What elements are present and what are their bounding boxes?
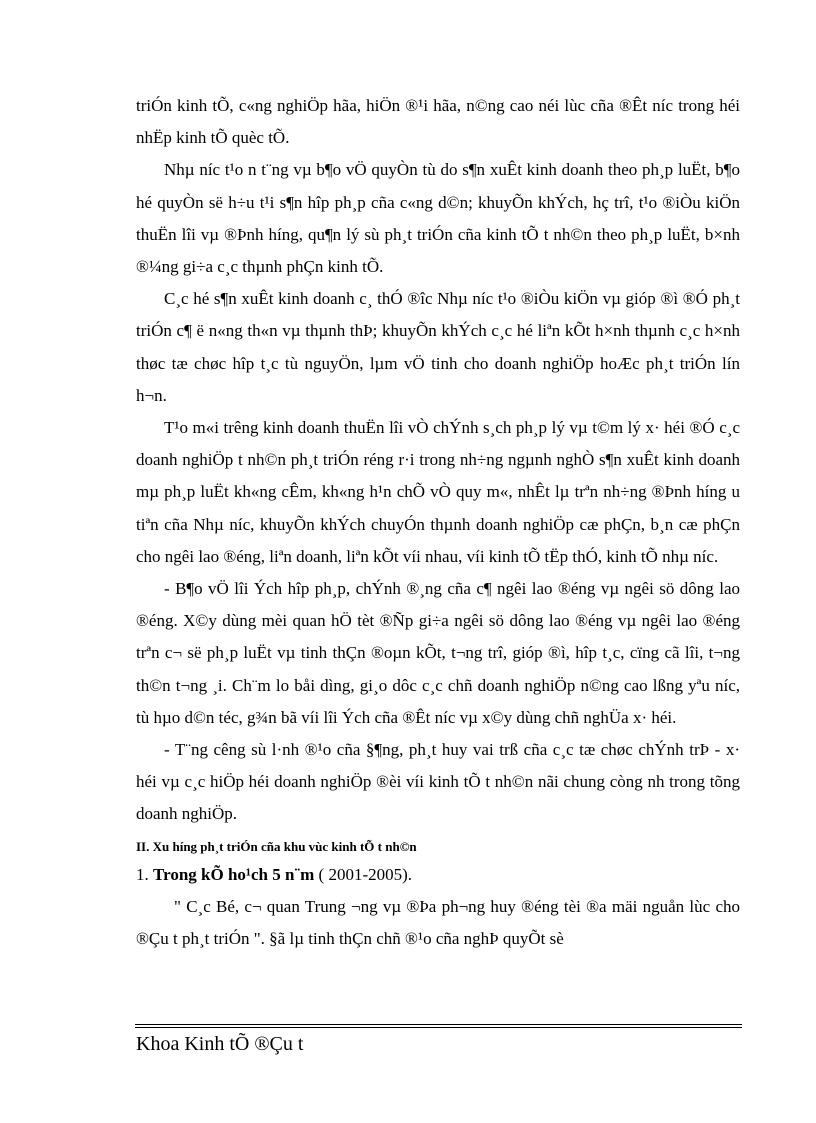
subheading-rest-text: ( 2001-2005). [314,864,413,884]
subheading [136,859,740,891]
page-body [136,90,745,955]
paragraph-continuation: triÓn kinh tÕ, c«ng nghiÖp hãa, hiÖn ®¹i hãa, n©ng cao néi lùc cña ®Êt níc trong héi nhËp kinh tÕ quèc tÕ. [136,96,745,148]
paragraph-business-environment: T¹o m«i trêng kinh doanh thuËn lîi vÒ chÝnh s¸ch ph¸p lý vµ t©m lý x· héi ®Ó c¸c doanh nghiÖp t nh©n ph¸t triÓn réng r·i trong nh÷ng ngµnh nghÒ s¶n xuÊt kinh doanh mµ ph¸p luËt kh«ng cÊm, kh«ng h¹n chÕ vÒ quy m«, nhÊt lµ trªn nh÷ng ®Þnh híng u tiªn cña Nhµ níc, khuyÕn khÝch chuyÓn thµnh doanh nghiÖp cæ phÇn, b¸n cæ phÇn cho ngêi lao ®éng, liªn doanh, liªn kÕt víi nhau, víi kinh tÕ tËp thÓ, kinh tÕ nhµ níc. [136,418,745,566]
subheading-bold-text: Trong kÕ ho¹ch 5 n¨m [153,864,315,884]
paragraph-household-business: C¸c hé s¶n xuÊt kinh doanh c¸ thÓ ®îc Nhµ níc t¹o ®iÒu kiÖn vµ gióp ®ì ®Ó ph¸t triÓn c¶ ë n«ng th«n vµ thµnh thÞ; khuyÕn khÝch c¸c hé liªn kÕt h×nh thµnh c¸c h×nh thøc tæ chøc hîp t¸c tù nguyÖn, lµm vÖ tinh cho doanh nghiÖp hoÆc ph¸t triÓn lín h¬n. [136,289,745,405]
paragraph-labor-rights: - B¶o vÖ lîi Ých hîp ph¸p, chÝnh ®¸ng cña c¶ ngêi lao ®éng vµ ngêi sö dông lao ®éng. X©y dùng mèi quan hÖ tèt ®Ñp gi÷a ngêi sö dông lao ®éng vµ ngêi lao ®éng trªn c¬ së ph¸p luËt vµ tinh thÇn ®oµn kÕt, t¬ng trî, gióp ®ì, hîp t¸c, cïng cã lîi, t¬ng th©n t¬ng ¸i. Ch¨m lo båi dìng, gi¸o dôc c¸c chñ doanh nghiÖp n©ng cao lßng yªu níc, tù hµo d©n téc, g¾n bã víi lîi Ých cña ®Êt níc vµ x©y dùng chñ nghÜa x· héi. [136,579,745,727]
section-heading: II. Xu híng ph¸t triÓn cña khu vùc kinh tÕ t nh©n [136,838,417,854]
footer-faculty-name: Khoa Kinh tÕ ®Çu t [136,1033,304,1055]
footer-rule-top [135,1024,742,1025]
subheading-number: 1. [136,864,149,884]
footer-rule-bottom [135,1027,742,1028]
paragraph-quote: " C¸c Bé, c¬ quan Trung ¬ng vµ ®Þa ph¬ng huy ®éng tèi ®a mäi nguån lùc cho ®Çu t ph¸t triÓn ". §ã lµ tinh thÇn chñ ®¹o cña nghÞ quyÕt sè [136,896,745,948]
paragraph-state-support: Nhµ níc t¹o n t¨ng vµ b¶o vÖ quyÒn tù do s¶n xuÊt kinh doanh theo ph¸p luËt, b¶o hé quyÒn së h÷u t¹i s¶n hîp ph¸p cña c«ng d©n; khuyÕn khÝch, hç trî, t¹o ®iÒu kiÖn thuËn lîi vµ ®Þnh híng, qu¶n lý sù ph¸t triÓn cña kinh tÕ t nh©n theo ph¸p luËt, b×nh ®¼ng gi÷a c¸c thµnh phÇn kinh tÕ. [136,160,745,277]
paragraph-party-leadership: - T¨ng cêng sù l·nh ®¹o cña §¶ng, ph¸t huy vai trß cña c¸c tæ chøc chÝnh trÞ - x· héi vµ c¸c hiÖp héi doanh nghiÖp ®èi víi kinh tÕ t nh©n nãi chung còng nh trong tõng doanh nghiÖp. [136,740,745,824]
